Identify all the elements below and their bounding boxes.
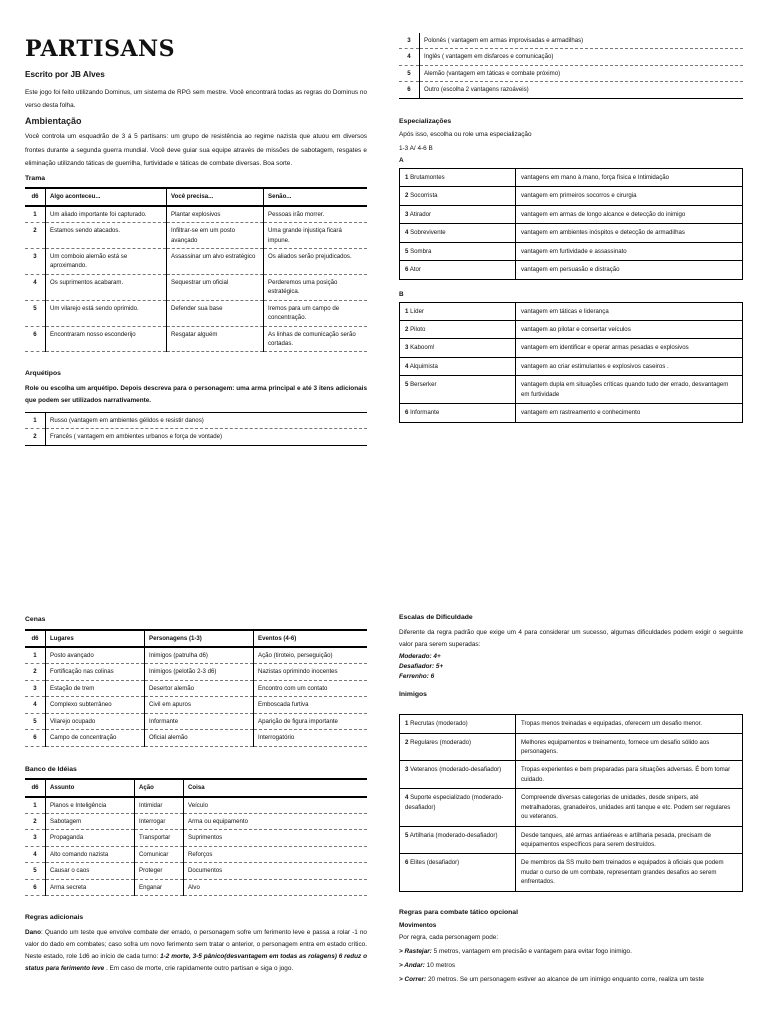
table-cell: Tropas experientes e bem preparadas para situações adversas. É bom tomar cuidado. [516,761,743,789]
table-cell: Estamos sendo atacados. [46,223,167,249]
row-number: 3 [25,830,46,846]
table-row [400,169,743,187]
archetypes-text: Role ou escolha um arquétipo. Depois descreva para o personagem: uma arma principal e até 3 itens adicionais que podem ser utilizados narrativamente. [25,384,367,405]
table-row [25,797,367,814]
table-cell: vantagem em persuasão e distração [516,261,743,279]
scenes-table [25,629,367,747]
table-header-row [25,188,367,205]
table-cell: vantagem em furtividade e assassinato [516,242,743,260]
table-cell: Iremos para um campo de concentração. [268,304,340,322]
tactical-heading: Regras para combate tático opcional [399,908,518,916]
table-cell [400,733,516,761]
table-row [25,830,367,846]
row-number: 5 [399,65,420,81]
table-row [400,242,743,260]
row-label: Alquimista [409,362,438,370]
table-cell: Aparição de figura importante [258,717,338,725]
row-number: 1 [25,412,46,428]
table-cell [400,261,516,279]
table-cell: Emboscada furtiva [258,701,309,709]
table-cell: Proteger [135,863,184,879]
row-label: Veteranos (moderado-desafiador) [410,766,502,774]
row-number: 1 [25,206,46,223]
movement-label: > Rastejar: [399,948,432,956]
specializations-roll: 1-3 A/ 4-6 B [399,145,433,153]
movements-heading: Movimentos [399,922,437,930]
table-row [25,846,367,862]
table-cell [400,321,516,339]
table-cell: Causar o caos [46,863,135,879]
table-cell: vantagem dupla em situações críticas quando tudo der errado, desvantagem em furtividade [516,376,743,404]
table-cell: Propaganda [46,830,135,846]
table-cell: Outro (escolha 2 vantagens razoáveis) [424,86,529,94]
row-number: 4 [405,362,409,370]
extra-rules-heading: Regras adicionais [25,914,84,922]
table-cell: Inimigos (patrulha d6) [145,647,254,664]
table-cell: Melhores equipamentos e treinamento, fornece um desafio sólido aos personagens. [516,733,743,761]
difficulty-level: Desafiador: 5+ [399,662,444,670]
table-row [25,274,367,300]
table-cell [400,187,516,205]
specializations-a-table [399,168,743,280]
row-label: Sobrevivente [410,229,446,237]
table-cell [400,789,516,826]
table-cell: vantagem em identificar e operar armas pesadas e explosivos [516,339,743,357]
table-cell: De membros da SS muito bem treinados e equipados à oficiais que podem mudar o curso de um combate, representam grandes desafios ao serem enfrentados. [516,854,743,891]
movement-text: 20 metros. Se um personagem estiver ao alcance de um inimigo enquanto corre, realiza um teste [426,975,704,983]
table-cell: Alto comando nazista [46,846,135,862]
table-row [400,376,743,404]
row-number: 4 [25,274,46,300]
table-header-row [25,779,367,796]
table-cell [400,302,516,320]
table-row [25,206,367,223]
table-header: d6 [25,779,46,796]
row-number: 6 [405,859,409,867]
movements-intro: Por regra, cada personagem pode: [399,934,499,942]
archetypes-table-right [399,33,743,99]
row-number: 6 [25,730,46,746]
row-number: 4 [405,794,409,802]
specializations-b-table [399,302,743,423]
table-row [400,321,743,339]
table-cell: Estação de trem [46,680,145,696]
table-cell: Perderemos uma posição estratégica. [268,278,338,296]
difficulty-text: Diferente da regra padrão que exige um 4 para considerar um sucesso, algumas dificuldades podem exigir o seguinte valor para serem superadas: [399,628,743,649]
table-header: Senão... [268,193,292,201]
table-cell [400,826,516,854]
table-row [25,664,367,680]
right-column-bottom [399,606,743,985]
row-label: Kaboom! [410,344,435,352]
row-number: 4 [25,846,46,862]
table-row [400,761,743,789]
table-cell [400,376,516,404]
ideas-heading: Banco de Idéias [25,765,77,773]
table-row [25,730,367,746]
table-cell: Arma ou equipamento [188,818,248,825]
table-cell: Intimidar [135,797,184,814]
table-row [399,65,743,81]
row-label: Ator [409,266,421,274]
table-cell: Informante [145,713,254,729]
table-cell: Civil em apuros [145,697,254,713]
page-title: PARTISANS [25,36,176,62]
row-number: 6 [399,82,420,98]
enemies-table [399,714,743,892]
author-line: Escrito por JB Alves [25,70,105,79]
table-cell: Os suprimentos acabaram. [46,274,167,300]
table-cell: Arma secreta [46,879,135,895]
difficulty-level: Ferrenho: 6 [399,672,435,680]
row-number: 6 [405,266,409,274]
row-number: 4 [405,229,409,237]
table-cell: Interrogatório [258,734,295,742]
table-row [25,680,367,696]
table-cell: vantagem ao pilotar e consertar veículos [516,321,743,339]
table-header: Coisa [188,784,205,792]
table-cell: vantagem em táticas e liderança [516,302,743,320]
row-number: 3 [25,248,46,274]
row-number: 4 [399,49,420,65]
row-label: Sombra [410,247,432,255]
table-row [399,49,743,65]
table-cell [400,224,516,242]
row-number: 3 [405,766,409,774]
table-row [400,187,743,205]
table-cell: Encontraram nosso esconderijo [46,326,167,352]
difficulty-level: Moderado: 4+ [399,652,441,660]
difficulty-levels [399,652,743,682]
archetypes-heading: Arquétipos [25,370,61,378]
table-cell: Complexo subterrâneo [46,697,145,713]
row-label: Socorrista [410,192,438,200]
table-row [25,412,367,428]
row-label: Líder [410,307,424,315]
table-row [400,357,743,375]
archetypes-table-left [25,412,367,446]
table-cell [400,854,516,891]
table-cell [400,205,516,223]
table-row [25,300,367,326]
table-cell: Alemão (vantagem em táticas e combate próximo) [424,69,561,77]
table-header: Você precisa... [167,188,264,205]
table-cell: Polonês ( vantagem em armas improvisadas e armadilhas) [424,37,584,44]
setting-heading: Ambientação [25,115,82,126]
table-row [400,733,743,761]
table-cell: Transportar [135,830,184,846]
left-column-bottom [25,608,367,976]
table-row [25,647,367,664]
table-cell: Tropas menos treinadas e equipadas, oferecem um desafio menor. [516,715,743,733]
row-number: 2 [25,664,46,680]
row-label: Brutamontes [410,174,445,182]
table-cell: vantagem ao criar estimulantes e explosivos caseiros . [516,357,743,375]
group-b-label: B [399,290,404,298]
plot-heading: Trama [25,174,46,182]
table-cell: Nazistas oprimindo inocentes [258,668,338,676]
table-cell [400,242,516,260]
row-label: Suporte especializado (moderado-desafiador) [405,794,504,811]
row-number: 3 [405,210,409,218]
table-cell: Desertor alemão [145,680,254,696]
table-cell: Planos e Inteligência [46,797,135,814]
movements-list [399,947,743,985]
row-number: 5 [25,713,46,729]
row-label: Berserker [410,381,437,389]
specializations-text: Após isso, escolha ou role uma especialização [399,131,532,139]
table-cell [400,404,516,422]
table-cell: vantagem em ambientes inóspitos e detecção de armadilhas [516,224,743,242]
extra-rules-text [25,927,367,976]
movement-text: 10 metros [424,962,456,970]
table-cell: Francês ( vantagem em ambientes urbanos e força de vontade) [50,433,223,441]
table-row [25,879,367,895]
ideas-table [25,778,367,896]
table-cell: Compreende diversas categorias de unidades, desde snipers, até metralhadoras, granadeiros, unidades anti tanque e etc. Podem ser regulares ou veteranos. [516,789,743,826]
table-cell: Plantar explosivos [167,206,264,223]
table-row [25,697,367,713]
table-cell: Veículo [188,801,208,809]
table-cell: Os aliados serão prejudicados. [268,252,352,260]
table-row [400,205,743,223]
table-row [399,33,743,49]
row-label: Elites (desafiador) [410,859,460,867]
table-cell: Fortificação nas colinas [46,664,145,680]
table-row [400,224,743,242]
table-cell [400,715,516,733]
table-cell: Russo (vantagem em ambientes gélidos e resistir danos) [50,416,204,424]
table-row [400,261,743,279]
table-row [400,339,743,357]
table-cell: Sequestrar um oficial [167,274,264,300]
table-row [25,713,367,729]
left-column [25,0,367,446]
row-number: 6 [25,879,46,895]
table-cell: Suprimentos [188,834,223,842]
table-header-row [25,630,367,647]
setting-text: Você controla um esquadrão de 3 á 5 partisans: um grupo de resistência ao regime nazista que atuou em diversos frontes durante a segunda guerra mundial. Você deve guiar sua equipe através de missões de sabotagem, resgates e eliminação utilizando táticas de guerrilha, furtividade e táticas de combate diversas. Boa sorte. [25,133,367,168]
table-row [400,826,743,854]
plot-table [25,187,367,352]
row-number: 1 [25,647,46,664]
table-row [25,429,367,445]
movement-item [399,947,743,957]
row-number: 1 [25,797,46,814]
table-cell: vantagem em armas de longo alcance e detecção do inimigo [516,205,743,223]
row-number: 1 [405,720,409,728]
table-cell: As linhas de comunicação serão cortadas. [268,330,356,348]
row-number: 2 [25,814,46,830]
table-cell: Encontro com um contato [258,684,328,692]
row-number: 2 [405,738,409,746]
row-label: Atirador [409,210,432,218]
scenes-heading: Cenas [25,616,46,623]
difficulty-heading: Escalas de Dificuldade [399,614,473,621]
row-number: 3 [25,680,46,696]
table-header: Personagens (1-3) [145,630,254,647]
table-cell: Defender sua base [167,300,264,326]
row-number: 6 [25,326,46,352]
group-a-label: A [399,157,404,165]
row-number: 5 [25,863,46,879]
specializations-heading: Especializações [399,117,452,125]
table-cell: Comunicar [135,846,184,862]
table-cell: Um vilarejo está sendo oprimido. [46,300,167,326]
table-cell: Uma grande injustiça ficará impune. [268,227,342,244]
row-number: 1 [405,174,409,182]
row-number: 5 [405,831,409,839]
table-header: Eventos (4-6) [258,634,297,642]
row-number: 4 [25,697,46,713]
table-row [399,82,743,98]
row-number: 2 [405,326,409,334]
table-cell: Sabotagem [46,814,135,830]
table-header: d6 [25,630,46,647]
row-label: Informante [410,409,440,417]
table-row [400,404,743,422]
row-number: 5 [25,300,46,326]
table-row [25,223,367,249]
table-header: d6 [25,188,46,205]
table-row [25,248,367,274]
table-cell [400,169,516,187]
movement-text: 5 metros, vantagem em precisão e vantagem para evitar fogo inimigo. [431,948,632,956]
row-number: 5 [405,247,409,255]
row-number: 2 [25,429,46,445]
row-number: 2 [405,192,409,200]
row-label: Recrutas (moderado) [410,720,468,728]
table-cell: Um aliado importante foi capturado. [46,206,167,223]
table-cell: Oficial alemão [145,730,254,746]
table-cell: Campo de concentração [46,730,145,746]
row-number: 1 [405,307,409,315]
table-cell: Posto avançado [46,647,145,664]
table-cell [400,761,516,789]
table-cell: Inimigos (pelotão 2-3 d6) [145,664,254,680]
movement-item [399,975,743,985]
row-number: 3 [405,344,409,352]
intro-text: Este jogo foi feito utilizando Dominus, um sistema de RPG sem mestre. Você encontrará todas as regras do Dominus no verso desta folha. [25,88,367,110]
table-cell: Alvo [188,883,200,891]
enemies-heading: Inimigos [399,690,427,698]
movement-label: > Correr: [399,975,427,983]
table-cell [400,357,516,375]
table-cell: Um comboio alemão está se aproximando. [46,248,167,274]
row-number: 2 [25,223,46,249]
table-header: Assunto [46,779,135,796]
table-cell: Resgatar alguém [167,326,264,352]
right-column [399,33,743,423]
table-cell: Interrogar [135,814,184,830]
table-row [25,814,367,830]
row-number: 3 [399,33,420,49]
row-label: Regulares (moderado) [410,738,472,746]
table-header: Algo aconteceu... [46,188,167,205]
table-cell: vantagem em rastreamento e conhecimento [516,404,743,422]
table-row [400,789,743,826]
table-cell: Assassinar um alvo estratégico [167,248,264,274]
table-cell: Pessoas irão morrer. [268,210,325,218]
row-label: Artilharia (moderado-desafiador) [409,831,498,839]
table-header: Ação [135,779,184,796]
table-cell: Desde tanques, até armas antiaéreas e artilharia pesada, precisam de equipamentos específicos para serem destruídos. [516,826,743,854]
table-row [25,863,367,879]
table-cell: Infiltrar-se em um posto avançado [167,223,264,249]
table-cell: Vilarejo ocupado [46,713,145,729]
table-row [400,715,743,733]
movement-item [399,961,743,971]
row-number: 6 [405,409,409,417]
table-cell: Reforços [188,850,213,858]
row-number: 5 [405,381,409,389]
table-cell: Inglês ( vantagem em disfarces e comunicação) [424,53,554,61]
table-row [25,326,367,352]
table-cell: vantagem em primeiros socorros e cirurgia [516,187,743,205]
damage-label: Dano [25,928,41,936]
row-label: Piloto [410,326,426,334]
table-cell: Ação (tiroteio, perseguição) [258,651,333,659]
damage-text-1: : Quando um teste que envolve combate der errado, o personagem sofre um ferimento leve e passa a rolar -1 no valor do dado em combates; caso sofra um novo ferimento sem tratar o anterior, o personagem entra em estado crítico. Neste estado, role 1d6 ao início de cada turno: [25,928,367,961]
table-cell: Enganar [135,879,184,895]
table-row [400,302,743,320]
damage-text-2: . Em caso de morte, crie rapidamente outro partisan e siga o jogo. [104,965,294,973]
table-header: Lugares [46,630,145,647]
table-cell: Documentos [188,867,223,875]
damage-emphasis: 1-2 morte, 3-5 pânico(desvantagem em todas as rolagens) 6 reduz o status para ferimento leve [25,953,367,973]
table-row [400,854,743,891]
table-cell: vantagens em mano à mano, força física e Intimidação [516,169,743,187]
table-cell [400,339,516,357]
movement-label: > Andar: [399,962,425,970]
